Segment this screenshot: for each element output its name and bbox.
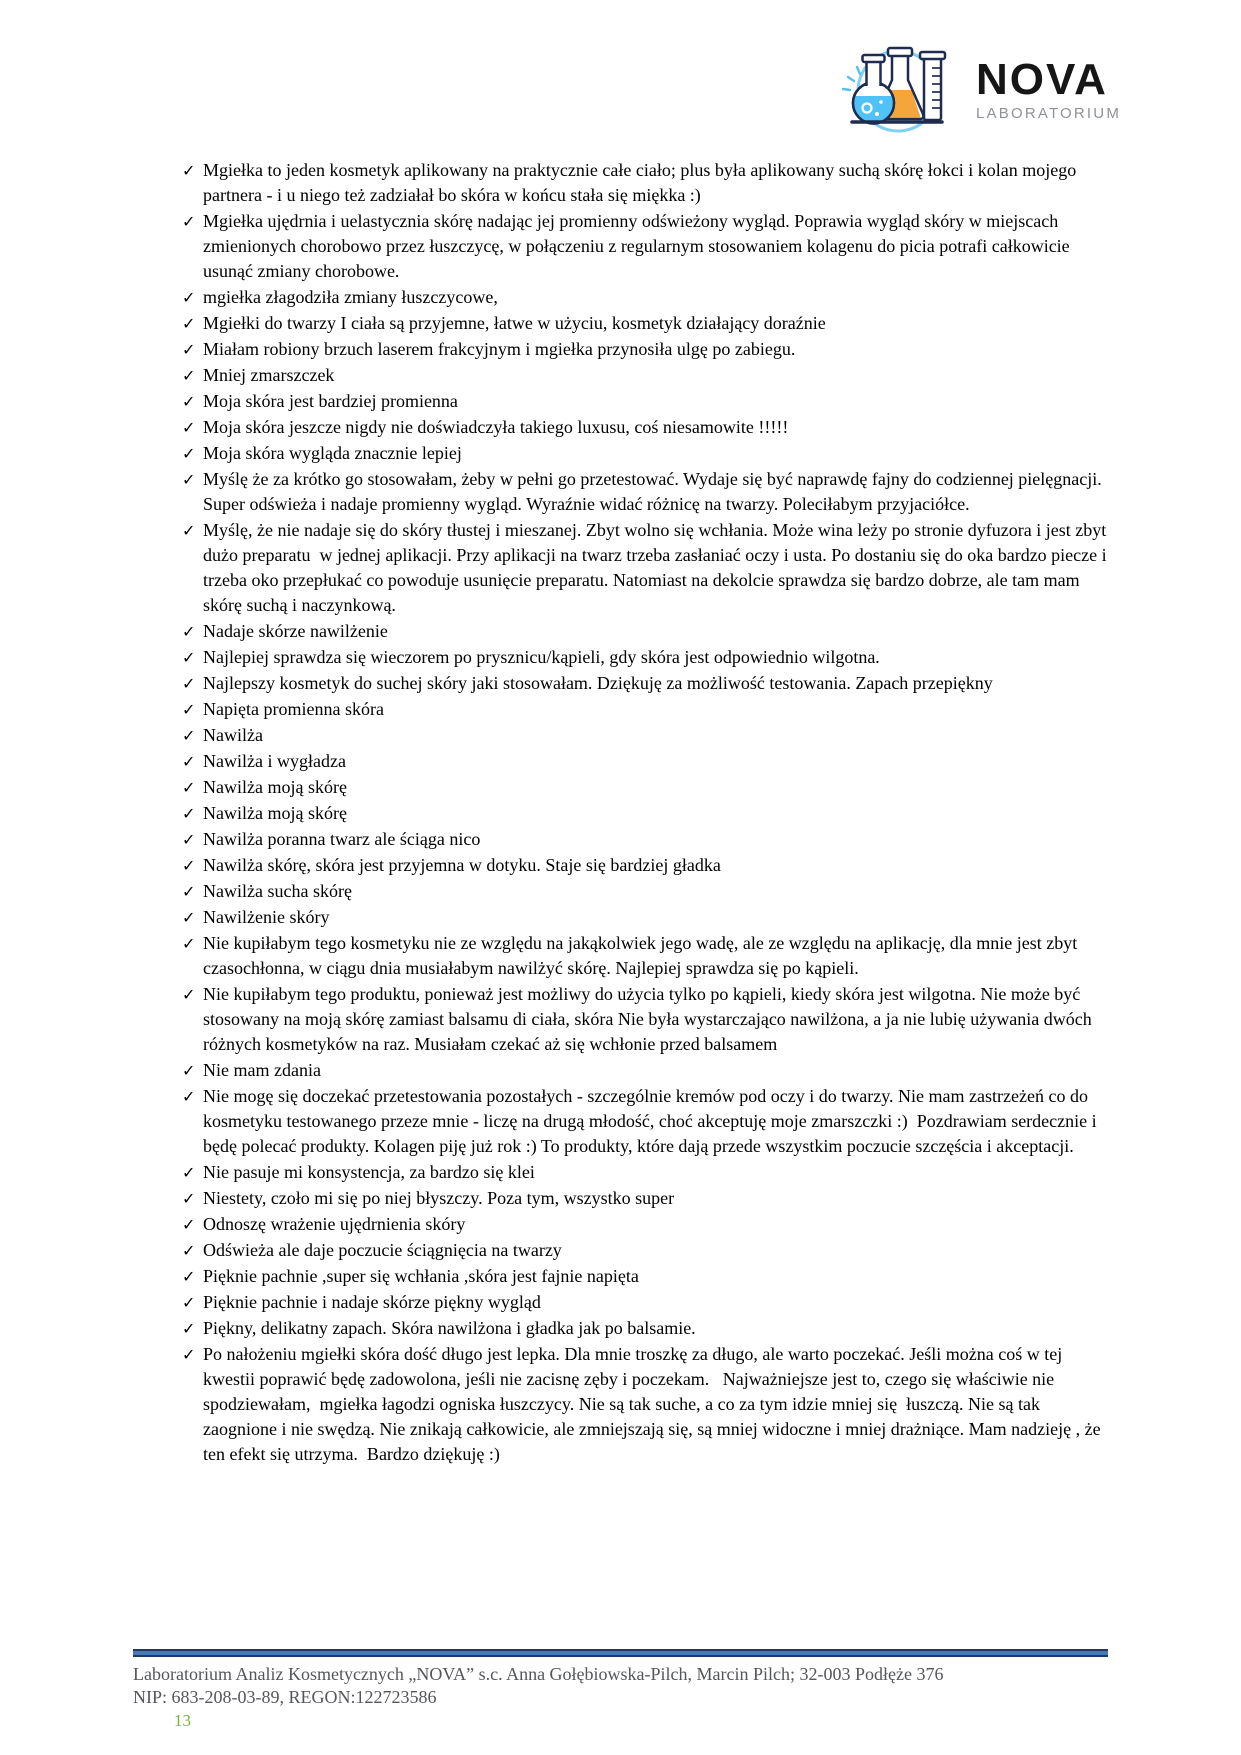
check-icon: ✓ [182,882,196,901]
list-item-text: Mgiełki do twarzy I ciała są przyjemne, łatwe w użyciu, kosmetyk działający doraźnie [203,313,826,333]
footer-text [133,1663,1143,1709]
list-item-text: Nawilża i wygładza [203,751,346,771]
list-item [182,671,1108,696]
list-item-text: Nadaje skórze nawilżenie [203,621,388,641]
check-icon: ✓ [182,418,196,437]
check-icon: ✓ [182,392,196,411]
list-item-text: Myślę, że nie nadaje się do skóry tłustej i mieszanej. Zbyt wolno się wchłania. Może wina leży po stronie dyfuzora i jest zbyt dużo preparatu w jednej aplikacji. Przy aplikacji na twarz trzeba zasłaniać oczy i usta. Po dostaniu się do oka bardzo piecze i trzeba oko przepłukać co powoduje usunięcie preparatu. Natomiast na dekolcie sprawdza się bardzo dobrze, ale tam mam skórę suchą i naczynkową. [203,520,1112,615]
list-item [182,1316,1108,1341]
list-item [182,337,1108,362]
check-icon: ✓ [182,985,196,1004]
check-icon: ✓ [182,648,196,667]
check-icon: ✓ [182,288,196,307]
check-icon: ✓ [182,1267,196,1286]
list-item-text: mgiełka złagodziła zmiany łuszczycowe, [203,287,498,307]
list-item [182,645,1108,670]
list-item [182,285,1108,310]
list-item [182,853,1108,878]
list-item-text: Odświeża ale daje poczucie ściągnięcia na twarzy [203,1240,562,1260]
check-icon: ✓ [182,856,196,875]
check-icon: ✓ [182,700,196,719]
check-icon: ✓ [182,314,196,333]
list-item-text: Nawilża moją skórę [203,777,347,797]
list-item-text: Nie kupiłabym tego produktu, ponieważ jest możliwy do użycia tylko po kąpieli, kiedy skóra jest wilgotna. Nie może być stosowany na moją skórę zamiast balsamu di ciała, skóra Nie była wystarczająco nawilżona, a ja nie lubię używania dwóch różnych kosmetyków na raz. Musiałam czekać aż się wchłonie przed balsamem [203,984,1097,1054]
footer-divider [133,1649,1108,1657]
list-item-text: Nawilża moją skórę [203,803,347,823]
list-item-text: Moja skóra jest bardziej promienna [203,391,458,411]
footer-company-info: Laboratorium Analiz Kosmetycznych „NOVA” s.c. Anna Gołębiowska-Pilch, Marcin Pilch; 32-003 Podłęże 376 [133,1664,944,1684]
check-icon: ✓ [182,444,196,463]
check-icon: ✓ [182,1241,196,1260]
list-item-text: Mgiełka ujędrnia i uelastycznia skórę nadając jej promienny odświeżony wygląd. Poprawia wygląd skóry w miejscach zmienionych chorobowo przez łuszczycę, w połączeniu z regularnym stosowaniem kolagenu do picia potrafi całkowicie usunąć zmiany chorobowe. [203,211,1075,281]
check-icon: ✓ [182,1189,196,1208]
list-item-text: Nawilża [203,725,263,745]
list-item [182,363,1108,388]
list-item [182,209,1108,284]
check-icon: ✓ [182,470,196,489]
list-item-text: Niestety, czoło mi się po niej błyszczy. Poza tym, wszystko super [203,1188,675,1208]
logo-text [976,54,1122,122]
check-icon: ✓ [182,1061,196,1080]
list-item [182,697,1108,722]
list-item [182,879,1108,904]
check-icon: ✓ [182,212,196,231]
list-item [182,441,1108,466]
list-item [182,158,1108,208]
list-item-text: Najlepiej sprawdza się wieczorem po prysznicu/kąpieli, gdy skóra jest odpowiednio wilgotna. [203,647,880,667]
list-item-text: Odnoszę wrażenie ujędrnienia skóry [203,1214,466,1234]
page-number: 13 [174,1711,191,1730]
list-item [182,1186,1108,1211]
check-icon: ✓ [182,674,196,693]
check-icon: ✓ [182,934,196,953]
list-item-text: Nie pasuje mi konsystencja, za bardzo się klei [203,1162,535,1182]
logo [836,44,1121,134]
check-icon: ✓ [182,908,196,927]
check-icon: ✓ [182,804,196,823]
list-item [182,749,1108,774]
list-item [182,905,1108,930]
list-item [182,1084,1108,1159]
list-item [182,982,1108,1057]
list-item [182,1290,1108,1315]
check-icon: ✓ [182,1215,196,1234]
check-icon: ✓ [182,778,196,797]
check-icon: ✓ [182,161,196,180]
logo-subtitle: LABORATORIUM [976,104,1122,122]
check-icon: ✓ [182,366,196,385]
list-item-text: Nawilża skórę, skóra jest przyjemna w dotyku. Staje się bardziej gładka [203,855,721,875]
list-item [182,1160,1108,1185]
list-item [182,518,1112,618]
list-item [182,415,1108,440]
list-item [182,1212,1108,1237]
list-item-text: Nawilża sucha skórę [203,881,352,901]
list-item [182,467,1108,517]
list-item-text: Nawilża poranna twarz ale ściąga nico [203,829,481,849]
list-item-text: Moja skóra jeszcze nigdy nie doświadczyła takiego luxusu, coś niesamowite !!!!! [203,417,789,437]
check-icon: ✓ [182,830,196,849]
check-icon: ✓ [182,1345,196,1364]
list-item [182,311,1108,336]
check-icon: ✓ [182,1163,196,1182]
list-item-text: Miałam robiony brzuch laserem frakcyjnym i mgiełka przynosiła ulgę po zabiegu. [203,339,796,359]
list-item-text: Mgiełka to jeden kosmetyk aplikowany na praktycznie całe ciało; plus była aplikowany suchą skórę łokci i kolan mojego partnera - i u niego też zadziałał bo skóra w końcu stała się miękka :) [203,160,1081,205]
list-item-text: Moja skóra wygląda znacznie lepiej [203,443,462,463]
lab-flasks-icon [836,44,968,134]
list-item-text: Pięknie pachnie i nadaje skórze piękny wygląd [203,1292,541,1312]
list-item-text: Po nałożeniu mgiełki skóra dość długo jest lepka. Dla mnie troszkę za długo, ale warto poczekać. Jeśli można coś w tej kwestii poprawić będę zadowolona, jeśli nie zacisnę zęby i poczekam. Najważniejsze jest to, czego się właściwie nie spodziewałam, mgiełka łagodzi ogniska łuszczycy. Nie są tak suche, a co za tym idzie mniej się łuszczą. Nie są tak zaognione i nie swędzą. Nie znikają całkowicie, ale zmniejszają się, są mniej widoczne i mniej drażniące. Mam nadzieję , że ten efekt się utrzyma. Bardzo dziękuję :) [203,1344,1106,1464]
check-icon: ✓ [182,1319,196,1338]
list-item-text: Piękny, delikatny zapach. Skóra nawilżona i gładka jak po balsamie. [203,1318,696,1338]
check-icon: ✓ [182,1293,196,1312]
list-item-text: Pięknie pachnie ,super się wchłania ,skóra jest fajnie napięta [203,1266,639,1286]
check-icon: ✓ [182,726,196,745]
list-item-text: Nawilżenie skóry [203,907,330,927]
list-item [182,931,1108,981]
list-item-text: Myślę że za krótko go stosowałam, żeby w pełni go przetestować. Wydaje się być naprawdę fajny do codziennej pielęgnacji. Super odświeża i nadaje promienny wygląd. Wyraźnie widać różnicę na twarzy. Poleciłabym przyjaciółce. [203,469,1107,514]
list-item-text: Nie mogę się doczekać przetestowania pozostałych - szczególnie kremów pod oczy i do twarzy. Nie mam zastrzeżeń co do kosmetyku testowanego przeze mnie - liczę na drugą młodość, choć akceptuję moje zmarszczki :) Pozdrawiam serdecznie i będę polecać produkty. Kolagen piję już rok :) To produkty, które dają przede wszystkim poczucie szczęścia i akceptacji. [203,1086,1102,1156]
list-item [182,1238,1108,1263]
check-icon: ✓ [182,521,196,540]
check-icon: ✓ [182,752,196,771]
list-item [182,1264,1108,1289]
list-item [182,775,1108,800]
list-item [182,723,1108,748]
list-item [182,827,1108,852]
check-icon: ✓ [182,1087,196,1106]
list-item-text: Mniej zmarszczek [203,365,335,385]
list-item [182,801,1108,826]
list-item [182,1058,1108,1083]
footer-tax-info: NIP: 683-208-03-89, REGON:122723586 [133,1687,437,1707]
list-item [182,1342,1108,1467]
list-item [182,389,1108,414]
list-item-text: Nie mam zdania [203,1060,321,1080]
list-item [182,619,1108,644]
check-icon: ✓ [182,340,196,359]
list-item-text: Najlepszy kosmetyk do suchej skóry jaki stosowałam. Dziękuję za możliwość testowania. Zapach przepiękny [203,673,993,693]
check-icon: ✓ [182,622,196,641]
list-item-text: Napięta promienna skóra [203,699,384,719]
logo-title: NOVA [976,54,1108,104]
testimonial-list [182,158,1112,1468]
list-item-text: Nie kupiłabym tego kosmetyku nie ze względu na jakąkolwiek jego wadę, ale ze względu na aplikację, dla mnie jest zbyt czasochłonna, w ciągu dnia musiałabym nawilżyć skórę. Najlepiej sprawdza się po kąpieli. [203,933,1082,978]
